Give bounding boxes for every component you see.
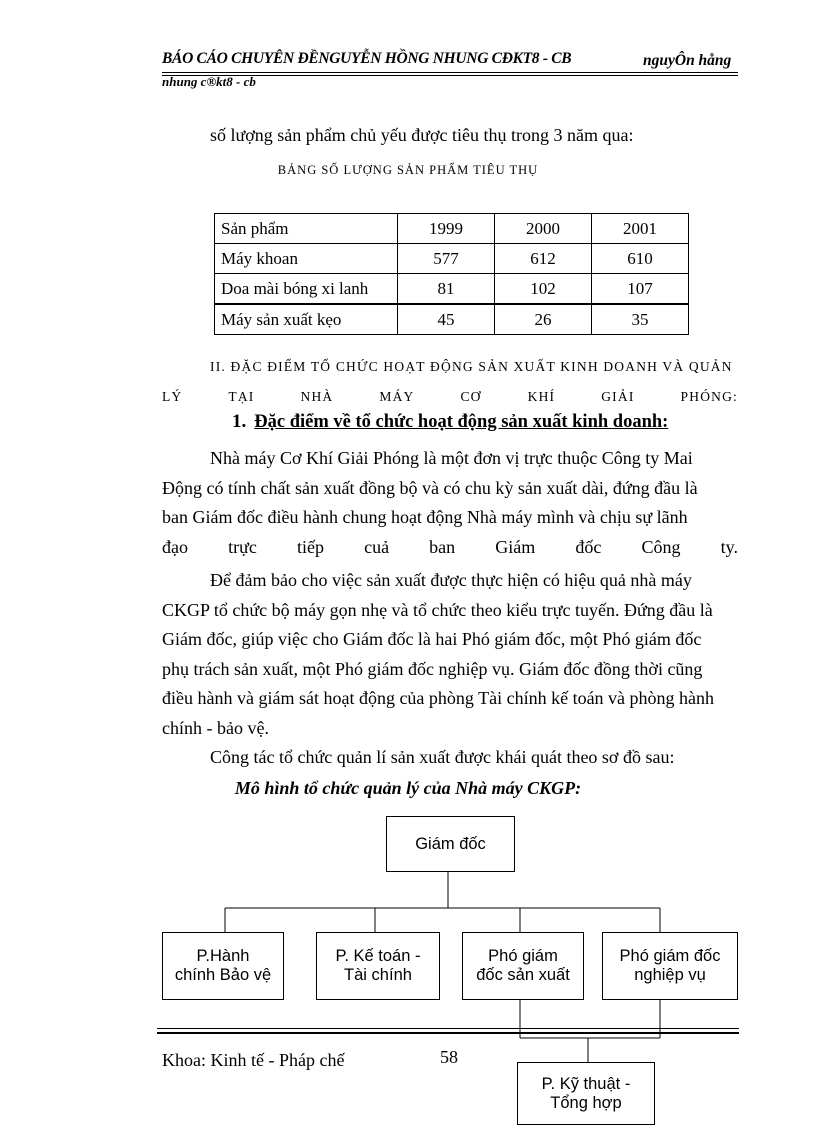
- section-heading-word: LÝ: [162, 389, 183, 404]
- footer-faculty: Khoa: Kinh tế - Pháp chế: [162, 1050, 345, 1070]
- org-box-director: Giám đốc: [386, 816, 515, 872]
- table-cell: Doa mài bóng xi lanh: [215, 274, 398, 305]
- subsection-number: 1.: [232, 411, 247, 432]
- table-cell: 102: [495, 274, 592, 305]
- section-heading-word: MÁY: [379, 389, 415, 404]
- table-cell: 35: [592, 304, 689, 335]
- table-cell: Máy sản xuất kẹo: [215, 304, 398, 335]
- section-heading-word: CƠ: [460, 389, 482, 404]
- paragraph-line: phụ trách sản xuất, một Phó giám đốc nghiệp vụ. Giám đốc đồng thời cũng: [162, 658, 703, 679]
- table-cell: 612: [495, 244, 592, 274]
- header-title: BÁO CÁO CHUYÊN ĐỀNGUYỄN HỒNG NHUNG CĐKT8 - CB: [162, 50, 572, 67]
- org-box-deputy-business: Phó giám đốc nghiệp vụ: [602, 932, 738, 1000]
- header-subtitle: nhung c®kt8 - cb: [162, 74, 256, 89]
- footer-rule: [157, 1028, 739, 1029]
- table-header-cell: 1999: [398, 214, 495, 244]
- page-number: 58: [440, 1047, 458, 1067]
- table-cell: 107: [592, 274, 689, 305]
- table-header-cell: 2001: [592, 214, 689, 244]
- table-cell: 577: [398, 244, 495, 274]
- table-title: BẢNG SỐ LƯỢNG SẢN PHẨM TIÊU THỤ: [277, 163, 539, 177]
- intro-text: số lượng sản phẩm chủ yếu được tiêu thụ trong 3 năm qua:: [210, 125, 634, 145]
- subsection-title: Đặc điểm về tổ chức hoạt động sản xuất kinh doanh:: [254, 412, 669, 432]
- org-box-accounting: P. Kế toán - Tài chính: [316, 932, 440, 1000]
- paragraph-line: điều hành và giám sát hoạt động của phòng Tài chính kế toán và phòng hành: [162, 688, 715, 708]
- diagram-title: Mô hình tổ chức quản lý của Nhà máy CKGP:: [234, 778, 582, 798]
- table-cell: Máy khoan: [215, 244, 398, 274]
- paragraph-line: chính - bảo vệ.: [162, 717, 269, 738]
- table-header-cell: Sản phẩm: [215, 214, 398, 244]
- section-heading-line1: II. ĐẶC ĐIỂM TỔ CHỨC HOẠT ĐỘNG SẢN XUẤT KINH DOANH VÀ QUẢN: [210, 359, 733, 374]
- paragraph-line: Giám đốc, giúp việc cho Giám đốc là hai Phó giám đốc, một Phó giám đốc: [162, 629, 702, 649]
- table-header-cell: 2000: [495, 214, 592, 244]
- table-cell: 45: [398, 304, 495, 335]
- paragraph-line: Để đảm bảo cho việc sản xuất được thực hiện có hiệu quả nhà máy: [210, 570, 692, 590]
- paragraph-line: Nhà máy Cơ Khí Giải Phóng là một đơn vị trực thuộc Công ty Mai: [210, 448, 693, 468]
- header-author: nguyÔn hång: [643, 52, 732, 69]
- section-heading-word: PHÓNG:: [680, 389, 738, 404]
- paragraph-line: đạo trực tiếp cuả ban Giám đốc Công ty.: [162, 536, 738, 557]
- section-heading-word: GIẢI: [601, 389, 635, 404]
- section-heading-word: KHÍ: [527, 389, 556, 404]
- table-cell: 610: [592, 244, 689, 274]
- footer-rule-thick: [157, 1032, 739, 1034]
- section-heading-word: NHÀ: [300, 389, 334, 404]
- org-box-technical: P. Kỹ thuật - Tổng hợp: [517, 1062, 655, 1125]
- section-heading-word: TẠI: [228, 389, 255, 404]
- paragraph-line: CKGP tổ chức bộ máy gọn nhẹ và tổ chức theo kiểu trực tuyến. Đứng đầu là: [162, 599, 713, 620]
- table-cell: 81: [398, 274, 495, 305]
- table-cell: 26: [495, 304, 592, 335]
- org-box-deputy-production: Phó giám đốc sản xuất: [462, 932, 584, 1000]
- org-box-admin: P.Hành chính Bảo vệ: [162, 932, 284, 1000]
- paragraph-line: ban Giám đốc điều hành chung hoạt động Nhà máy mình và chịu sự lãnh: [162, 507, 688, 527]
- paragraph-line: Động có tính chất sản xuất đồng bộ và có chu kỳ sản xuất dài, đứng đầu là: [162, 477, 698, 498]
- paragraph-line: Công tác tổ chức quản lí sản xuất được khái quát theo sơ đồ sau:: [210, 747, 675, 767]
